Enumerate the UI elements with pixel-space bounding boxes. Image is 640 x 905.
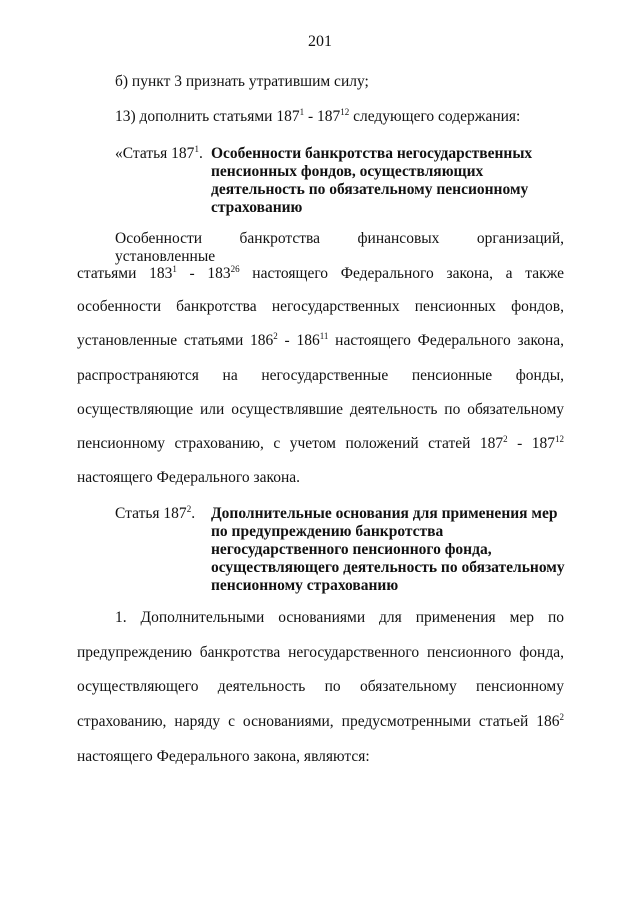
text-fragment: статьями 183 [77,265,173,282]
title-line: осуществляющего деятельность по обязательному [211,559,565,576]
superscript: 11 [319,330,329,341]
intro-line-2 [115,108,520,126]
superscript: 2 [503,433,508,444]
article-1-body-line: распространяются на негосударственные пенсионные фонды, [77,367,564,384]
text-fragment: . [191,505,196,522]
article-1-body-line [77,265,564,283]
superscript: 1 [172,263,177,274]
article-1-heading [115,145,532,217]
title-line: деятельность по обязательному пенсионному [211,181,529,198]
superscript: 2 [186,503,192,514]
title-line: Дополнительные основания для применения мер [211,505,558,522]
superscript: 12 [340,106,350,117]
article-1-body-line [77,435,564,453]
article-1-body-line [77,332,564,350]
text-fragment: - 183 [176,265,231,282]
article-1-body-line: осуществляющие или осуществлявшие деятельность по обязательному [77,401,564,418]
title-line: негосударственного пенсионного фонда, [211,541,492,558]
title-line: Особенности банкротства негосударственных [211,145,533,162]
text-fragment: «Статья 187 [115,145,195,162]
text-fragment: - 187 [304,108,341,125]
title-line: пенсионному страхованию [211,577,399,594]
article-1-title [211,145,532,217]
article-1-label [115,145,211,217]
text-fragment: - 187 [507,435,555,452]
superscript: 12 [554,433,564,444]
article-2-body-line: предупреждению банкротства негосударственного пенсионного фонда, [77,644,564,661]
superscript: 26 [230,263,240,274]
text-fragment: Статья 187 [115,505,187,522]
article-2-label [115,505,211,595]
text-fragment: пенсионному страхованию, с учетом положений статей 187 [77,435,504,452]
article-2-heading [115,505,565,595]
article-1-body-line: особенности банкротства негосударственных пенсионных фондов, [77,298,564,315]
text-fragment: 13) дополнить статьями 187 [115,108,300,125]
superscript: 1 [194,143,199,154]
title-line: страхованию [211,199,303,216]
article-2-title [211,505,565,595]
article-2-body-line: осуществляющего деятельность по обязательному пенсионному [77,678,564,695]
page-number: 201 [308,33,332,50]
text-fragment: страхованию, наряду с основаниями, предусмотренными статьей 186 [77,713,560,730]
intro-line-1: б) пункт 3 признать утратившим силу; [115,73,369,90]
article-2-body-line: 1. Дополнительными основаниями для применения мер по [115,609,564,626]
superscript: 2 [559,711,564,722]
text-fragment: настоящего Федерального закона, а также [239,265,564,282]
text-fragment: настоящего Федерального закона, [328,332,564,349]
superscript: 2 [273,330,278,341]
title-line: по предупреждению банкротства [211,523,444,540]
article-2-body-line [77,713,564,731]
article-1-body-line: настоящего Федерального закона. [77,469,301,486]
text-fragment: следующего содержания: [349,108,521,125]
article-2-body-line: настоящего Федерального закона, являются: [77,748,370,765]
text-fragment: . [198,145,203,162]
text-fragment: установленные статьями 186 [77,332,274,349]
superscript: 1 [299,106,305,117]
text-fragment: - 186 [277,332,320,349]
article-1-body-line: Особенности банкротства финансовых организаций, установленные [115,230,564,265]
title-line: пенсионных фондов, осуществляющих [211,163,484,180]
